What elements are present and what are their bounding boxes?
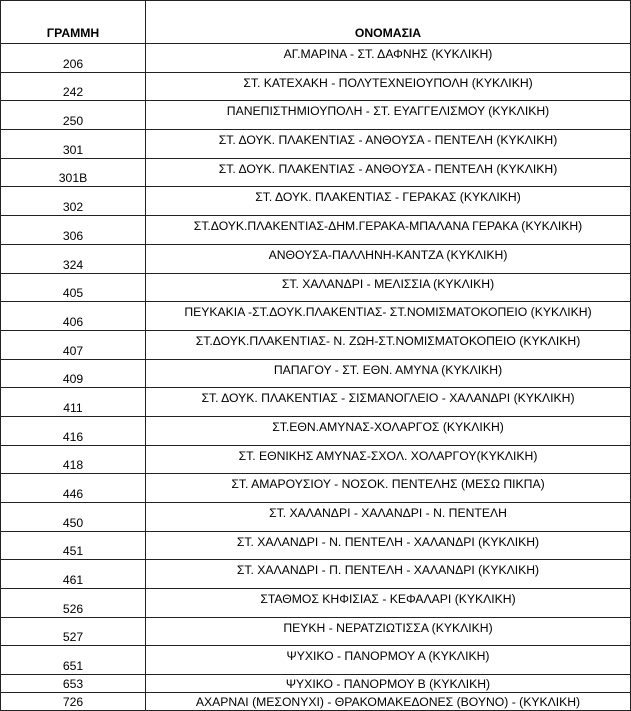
route-name-cell: ΑΓ.ΜΑΡΙΝΑ - ΣΤ. ΔΑΦΝΗΣ (ΚΥΚΛΙΚΗ) bbox=[146, 44, 631, 73]
table-row bbox=[1, 330, 631, 359]
line-number-cell: 653 bbox=[1, 675, 146, 693]
table-row bbox=[1, 158, 631, 187]
route-name-cell: ΣΤ. ΧΑΛΑΝΔΡΙ - ΧΑΛΑΝΔΡΙ - Ν. ΠΕΝΤΕΛΗ bbox=[146, 503, 631, 532]
route-name-cell: ΨΥΧΙΚΟ - ΠΑΝΟΡΜΟΥ Α (ΚΥΚΛΙΚΗ) bbox=[146, 646, 631, 675]
table-row bbox=[1, 646, 631, 675]
route-name-cell: ΣΤΑΘΜΟΣ ΚΗΦΙΣΙΑΣ - ΚΕΦΑΛΑΡΙ (ΚΥΚΛΙΚΗ) bbox=[146, 589, 631, 618]
route-name-cell: ΣΤ. ΔΟΥΚ. ΠΛΑΚΕΝΤΙΑΣ - ΣΙΣΜΑΝΟΓΛΕΙΟ - ΧΑΛΑΝΔΡΙ (ΚΥΚΛΙΚΗ) bbox=[146, 388, 631, 417]
table-row bbox=[1, 187, 631, 216]
table-row bbox=[1, 675, 631, 693]
line-number-cell: 407 bbox=[1, 330, 146, 359]
table-row bbox=[1, 416, 631, 445]
line-number-cell: 302 bbox=[1, 187, 146, 216]
table-row bbox=[1, 244, 631, 273]
line-number-cell: 409 bbox=[1, 359, 146, 388]
line-number-cell: 242 bbox=[1, 72, 146, 101]
route-name-cell: ΣΤ. ΔΟΥΚ. ΠΛΑΚΕΝΤΙΑΣ - ΑΝΘΟΥΣΑ - ΠΕΝΤΕΛΗ (ΚΥΚΛΙΚΗ) bbox=[146, 158, 631, 187]
line-number-cell: 301B bbox=[1, 158, 146, 187]
table-row bbox=[1, 445, 631, 474]
route-name-cell: ΣΤ. ΧΑΛΑΝΔΡΙ - Ν. ΠΕΝΤΕΛΗ - ΧΑΛΑΝΔΡΙ (ΚΥΚΛΙΚΗ) bbox=[146, 531, 631, 560]
route-name-cell: ΣΤ. ΧΑΛΑΝΔΡΙ - ΜΕΛΙΣΣΙΑ (ΚΥΚΛΙΚΗ) bbox=[146, 273, 631, 302]
line-number-cell: 651 bbox=[1, 646, 146, 675]
route-name-cell: ΑΧΑΡΝΑΙ (ΜΕΣΟΝΥΧΙ) - ΘΡΑΚΟΜΑΚΕΔΟΝΕΣ (ΒΟΥΝΟ) - (ΚΥΚΛΙΚΗ) bbox=[146, 693, 631, 711]
line-number-cell: 418 bbox=[1, 445, 146, 474]
table-row bbox=[1, 273, 631, 302]
route-name-cell: ΣΤ. ΑΜΑΡΟΥΣΙΟΥ - ΝΟΣΟΚ. ΠΕΝΤΕΛΗΣ (ΜΕΣΩ ΠΙΚΠΑ) bbox=[146, 474, 631, 503]
line-number-cell: 250 bbox=[1, 101, 146, 130]
route-name-cell: ΣΤ. ΕΘΝΙΚΗΣ ΑΜΥΝΑΣ-ΣΧΟΛ. ΧΟΛΑΡΓΟΥ(ΚΥΚΛΙΚΗ) bbox=[146, 445, 631, 474]
line-number-cell: 446 bbox=[1, 474, 146, 503]
table-row bbox=[1, 693, 631, 711]
line-number-cell: 416 bbox=[1, 416, 146, 445]
route-name-cell: ΣΤ. ΧΑΛΑΝΔΡΙ - Π. ΠΕΝΤΕΛΗ - ΧΑΛΑΝΔΡΙ (ΚΥΚΛΙΚΗ) bbox=[146, 560, 631, 589]
column-header-name: ΟΝΟΜΑΣΙΑ bbox=[146, 1, 631, 44]
header-row bbox=[1, 1, 631, 44]
line-number-cell: 450 bbox=[1, 503, 146, 532]
line-number-cell: 405 bbox=[1, 273, 146, 302]
route-name-cell: ΣΤ. ΔΟΥΚ. ΠΛΑΚΕΝΤΙΑΣ - ΓΕΡΑΚΑΣ (ΚΥΚΛΙΚΗ) bbox=[146, 187, 631, 216]
line-number-cell: 306 bbox=[1, 216, 146, 245]
route-name-cell: ΣΤ. ΚΑΤΕΧΑΚΗ - ΠΟΛΥΤΕΧΝΕΙΟΥΠΟΛΗ (ΚΥΚΛΙΚΗ) bbox=[146, 72, 631, 101]
table-row bbox=[1, 359, 631, 388]
route-name-cell: ΠΕΥΚΑΚΙΑ -ΣΤ.ΔΟΥΚ.ΠΛΑΚΕΝΤΙΑΣ- ΣΤ.ΝΟΜΙΣΜΑΤΟΚΟΠΕΙΟ (ΚΥΚΛΙΚΗ) bbox=[146, 302, 631, 331]
table-row bbox=[1, 589, 631, 618]
table-row bbox=[1, 474, 631, 503]
table-row bbox=[1, 388, 631, 417]
line-number-cell: 324 bbox=[1, 244, 146, 273]
table-row bbox=[1, 617, 631, 646]
line-number-cell: 301 bbox=[1, 130, 146, 159]
route-name-cell: ΠΑΝΕΠΙΣΤΗΜΙΟΥΠΟΛΗ - ΣΤ. ΕΥΑΓΓΕΛΙΣΜΟΥ (ΚΥΚΛΙΚΗ) bbox=[146, 101, 631, 130]
route-name-cell: ΣΤ.ΕΘΝ.ΑΜΥΝΑΣ-ΧΟΛΑΡΓΟΣ (ΚΥΚΛΙΚΗ) bbox=[146, 416, 631, 445]
line-number-cell: 451 bbox=[1, 531, 146, 560]
route-name-cell: ΑΝΘΟΥΣΑ-ΠΑΛΛΗΝΗ-ΚΑΝΤΖΑ (ΚΥΚΛΙΚΗ) bbox=[146, 244, 631, 273]
column-header-line: ΓΡΑΜΜΗ bbox=[1, 1, 146, 44]
table-row bbox=[1, 101, 631, 130]
line-number-cell: 406 bbox=[1, 302, 146, 331]
route-name-cell: ΨΥΧΙΚΟ - ΠΑΝΟΡΜΟΥ Β (ΚΥΚΛΙΚΗ) bbox=[146, 675, 631, 693]
line-number-cell: 206 bbox=[1, 44, 146, 73]
table-row bbox=[1, 560, 631, 589]
table-row bbox=[1, 44, 631, 73]
route-name-cell: ΠΑΠΑΓΟΥ - ΣΤ. ΕΘΝ. ΑΜΥΝΑ (ΚΥΚΛΙΚΗ) bbox=[146, 359, 631, 388]
line-number-cell: 411 bbox=[1, 388, 146, 417]
table-row bbox=[1, 216, 631, 245]
table-row bbox=[1, 531, 631, 560]
table-row bbox=[1, 72, 631, 101]
line-number-cell: 726 bbox=[1, 693, 146, 711]
line-number-cell: 461 bbox=[1, 560, 146, 589]
table-row bbox=[1, 130, 631, 159]
route-name-cell: ΣΤ.ΔΟΥΚ.ΠΛΑΚΕΝΤΙΑΣ- Ν. ΖΩΗ-ΣΤ.ΝΟΜΙΣΜΑΤΟΚΟΠΕΙΟ (ΚΥΚΛΙΚΗ) bbox=[146, 330, 631, 359]
line-number-cell: 526 bbox=[1, 589, 146, 618]
route-name-cell: ΠΕΥΚΗ - ΝΕΡΑΤΖΙΩΤΙΣΣΑ (ΚΥΚΛΙΚΗ) bbox=[146, 617, 631, 646]
route-name-cell: ΣΤ. ΔΟΥΚ. ΠΛΑΚΕΝΤΙΑΣ - ΑΝΘΟΥΣΑ - ΠΕΝΤΕΛΗ (ΚΥΚΛΙΚΗ) bbox=[146, 130, 631, 159]
table-row bbox=[1, 302, 631, 331]
table-row bbox=[1, 503, 631, 532]
line-number-cell: 527 bbox=[1, 617, 146, 646]
route-name-cell: ΣΤ.ΔΟΥΚ.ΠΛΑΚΕΝΤΙΑΣ-ΔΗΜ.ΓΕΡΑΚΑ-ΜΠΑΛΑΝΑ ΓΕΡΑΚΑ (ΚΥΚΛΙΚΗ) bbox=[146, 216, 631, 245]
